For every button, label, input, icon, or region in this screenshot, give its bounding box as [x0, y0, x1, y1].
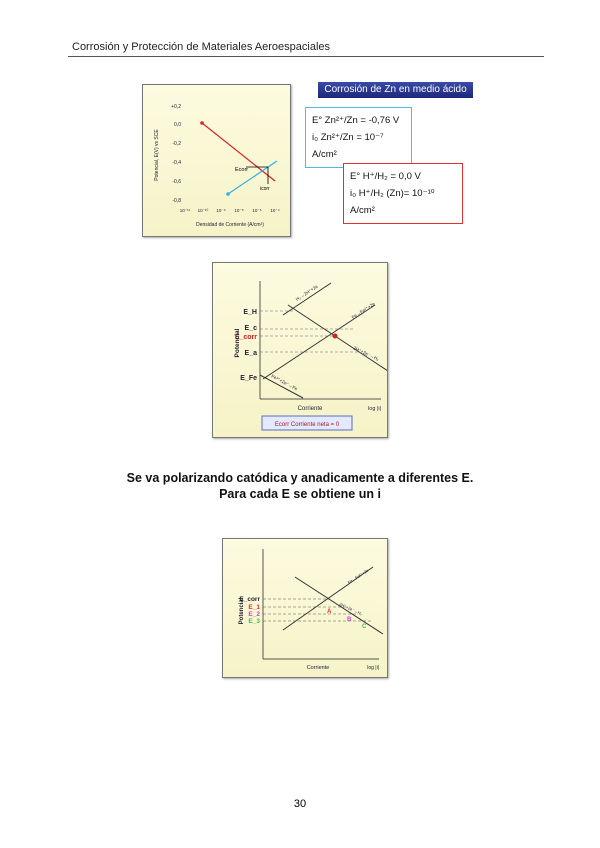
y-tick: -0,4 — [172, 160, 181, 166]
line-label: Fe²⁺+2e⁻→Fe — [270, 373, 299, 392]
y-axis-label: Potencial — [234, 328, 241, 358]
e-label: E_c — [244, 325, 257, 332]
polarization-diagram — [222, 538, 388, 678]
x-tick: 10⁻¹¹ — [179, 208, 191, 213]
running-header: Corrosión y Protección de Materiales Aeroespaciales — [72, 41, 331, 53]
zn-exchange-current: i₀ Zn²⁺/Zn = 10⁻⁷ A/cm² — [312, 132, 384, 160]
icorr-label: icorr — [260, 186, 270, 192]
e-label: E_Fe — [240, 375, 257, 382]
body-text-line1: Se va polarizando catódica y anadicamente a diferentes E. — [126, 471, 474, 485]
point-label: C — [362, 624, 367, 630]
zn-point — [226, 192, 230, 196]
corrosion-point — [333, 334, 338, 339]
point-label: B — [347, 617, 352, 623]
x-tick: 10⁻⁴ — [270, 208, 280, 213]
evans-diagram — [212, 262, 388, 438]
line-label: Fe→Fe²⁺+2e — [346, 567, 370, 585]
x-axis-label-log: log |i| — [368, 406, 381, 412]
e-label: E_H — [243, 309, 257, 316]
zn-polarization-chart — [142, 84, 291, 237]
x-axis-label: Corriente — [297, 406, 323, 412]
y-tick: -0,8 — [172, 198, 181, 204]
page-number: 30 — [293, 798, 307, 810]
y-tick: 0,0 — [174, 122, 181, 128]
zn-potential: E° Zn²⁺/Zn = -0,76 V — [312, 115, 400, 126]
e-label: E_corr — [234, 334, 257, 341]
zn-constants-box — [305, 107, 412, 168]
x-axis-label: Corriente — [306, 665, 330, 671]
body-text-line2: Para cada E se obtiene un i — [219, 487, 381, 501]
figure-title-banner: Corrosión de Zn en medio ácido — [318, 82, 473, 98]
e-label: E_1 — [248, 604, 260, 611]
h-exchange-current: i₀ H⁺/H₂ (Zn)= 10⁻¹⁰ A/cm² — [350, 188, 435, 216]
line-label: 2H⁺+2e⁻→H₂ — [352, 345, 380, 362]
point-label: A — [327, 609, 332, 615]
h-constants-box — [343, 163, 463, 224]
x-tick: 10⁻¹⁰ — [197, 208, 209, 213]
x-tick: 10⁻⁹ — [216, 208, 226, 213]
y-tick: -0,6 — [172, 179, 181, 185]
y-tick: -0,2 — [172, 141, 181, 147]
x-tick: 10⁻⁶ — [252, 208, 262, 213]
h2-point — [200, 121, 204, 125]
line-label: H₂→2H⁺+2e — [294, 283, 319, 302]
y-axis-label: Potencial, E(V) vs SCE — [154, 129, 160, 181]
h-potential: E° H⁺/H₂ = 0,0 V — [350, 171, 421, 182]
e-label: E_a — [244, 350, 257, 357]
line-label: 2H⁺+2e⁻→H₂ — [338, 601, 363, 617]
header-rule — [68, 56, 544, 57]
ecorr-label: Ecorr — [235, 167, 249, 173]
e-label: E_3 — [248, 618, 260, 625]
caption-text: Ecorr Corriente neta = 0 — [274, 422, 340, 428]
y-tick: +0,2 — [171, 104, 181, 110]
e-label: E_2 — [248, 611, 260, 618]
x-axis-label: Densidad de Corriente (A/cm²) — [196, 222, 264, 228]
x-axis-label-log: log |i| — [367, 665, 379, 671]
y-axis-label: Potencial — [239, 597, 245, 625]
line-label: Fe→Fe²⁺+2e — [350, 301, 376, 320]
e-label: E_corr — [239, 596, 260, 603]
x-tick: 10⁻⁸ — [234, 208, 244, 213]
